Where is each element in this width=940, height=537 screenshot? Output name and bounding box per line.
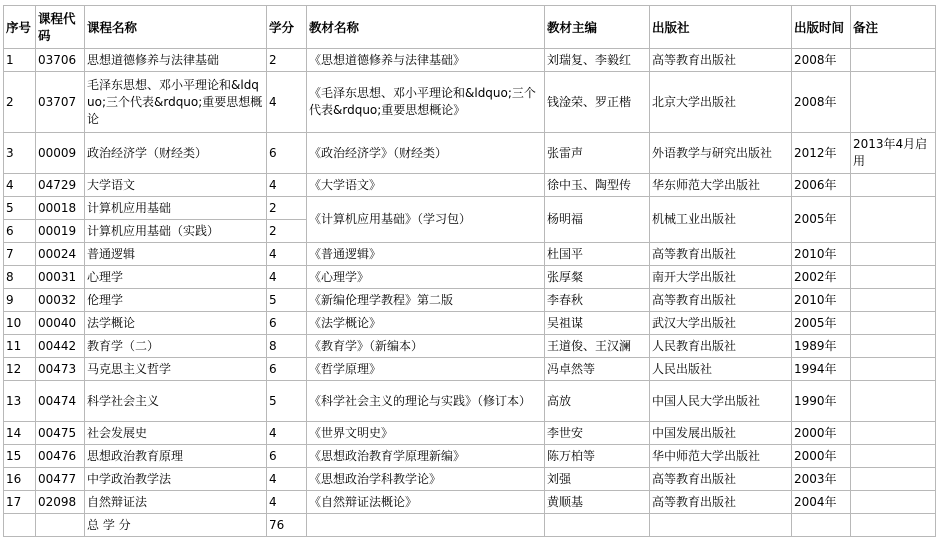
cell-code: 02098 bbox=[36, 491, 85, 514]
table-row bbox=[4, 381, 936, 422]
cell-seq: 13 bbox=[4, 381, 36, 422]
cell-code: 00442 bbox=[36, 335, 85, 358]
cell-pubtime: 2003年 bbox=[792, 468, 851, 491]
course-textbook-table bbox=[3, 5, 936, 537]
cell-editor: 高放 bbox=[545, 381, 650, 422]
cell-editor: 张厚粲 bbox=[545, 266, 650, 289]
cell-code: 00032 bbox=[36, 289, 85, 312]
cell-course: 毛泽东思想、邓小平理论和&ldquo;三个代表&rdquo;重要思想概论 bbox=[85, 72, 267, 133]
cell-course: 科学社会主义 bbox=[85, 381, 267, 422]
cell-note bbox=[851, 422, 936, 445]
cell-textbook: 《思想政治教育学原理新编》 bbox=[307, 445, 545, 468]
total-credit: 76 bbox=[267, 514, 307, 537]
cell-course: 自然辩证法 bbox=[85, 491, 267, 514]
cell-pubtime: 2008年 bbox=[792, 49, 851, 72]
cell-code: 00476 bbox=[36, 445, 85, 468]
total-empty-4 bbox=[545, 514, 650, 537]
cell-seq: 15 bbox=[4, 445, 36, 468]
cell-publisher: 北京大学出版社 bbox=[650, 72, 792, 133]
cell-textbook: 《思想政治学科教学论》 bbox=[307, 468, 545, 491]
total-empty-2 bbox=[36, 514, 85, 537]
cell-pubtime: 2002年 bbox=[792, 266, 851, 289]
cell-credit: 6 bbox=[267, 445, 307, 468]
cell-textbook: 《新编伦理学教程》第二版 bbox=[307, 289, 545, 312]
cell-editor: 杨明福 bbox=[545, 197, 650, 243]
cell-course: 思想道德修养与法律基础 bbox=[85, 49, 267, 72]
cell-editor: 钱淦荣、罗正楷 bbox=[545, 72, 650, 133]
cell-seq: 1 bbox=[4, 49, 36, 72]
cell-editor: 刘强 bbox=[545, 468, 650, 491]
cell-note bbox=[851, 243, 936, 266]
cell-seq: 4 bbox=[4, 174, 36, 197]
cell-code: 00031 bbox=[36, 266, 85, 289]
cell-pubtime: 1989年 bbox=[792, 335, 851, 358]
table-row bbox=[4, 243, 936, 266]
cell-code: 03707 bbox=[36, 72, 85, 133]
table-row bbox=[4, 335, 936, 358]
table-row bbox=[4, 312, 936, 335]
cell-publisher: 人民出版社 bbox=[650, 358, 792, 381]
cell-seq: 14 bbox=[4, 422, 36, 445]
cell-code: 00477 bbox=[36, 468, 85, 491]
cell-publisher: 南开大学出版社 bbox=[650, 266, 792, 289]
cell-seq: 10 bbox=[4, 312, 36, 335]
cell-note bbox=[851, 445, 936, 468]
cell-publisher: 华中师范大学出版社 bbox=[650, 445, 792, 468]
cell-note bbox=[851, 358, 936, 381]
cell-publisher: 中国发展出版社 bbox=[650, 422, 792, 445]
cell-publisher: 人民教育出版社 bbox=[650, 335, 792, 358]
total-empty-3 bbox=[307, 514, 545, 537]
cell-pubtime: 1994年 bbox=[792, 358, 851, 381]
cell-editor: 刘瑞复、李毅红 bbox=[545, 49, 650, 72]
total-row bbox=[4, 514, 936, 537]
cell-code: 04729 bbox=[36, 174, 85, 197]
header-note: 备注 bbox=[851, 6, 936, 49]
total-empty-5 bbox=[650, 514, 792, 537]
cell-credit: 2 bbox=[267, 197, 307, 220]
cell-course: 大学语文 bbox=[85, 174, 267, 197]
cell-course: 计算机应用基础 bbox=[85, 197, 267, 220]
cell-code: 00009 bbox=[36, 133, 85, 174]
cell-seq: 11 bbox=[4, 335, 36, 358]
cell-publisher: 机械工业出版社 bbox=[650, 197, 792, 243]
cell-code: 00040 bbox=[36, 312, 85, 335]
cell-seq: 6 bbox=[4, 220, 36, 243]
cell-credit: 8 bbox=[267, 335, 307, 358]
cell-course: 法学概论 bbox=[85, 312, 267, 335]
header-pubtime: 出版时间 bbox=[792, 6, 851, 49]
cell-note bbox=[851, 197, 936, 243]
cell-course: 社会发展史 bbox=[85, 422, 267, 445]
cell-editor: 李春秋 bbox=[545, 289, 650, 312]
cell-note bbox=[851, 468, 936, 491]
header-code: 课程代码 bbox=[36, 6, 85, 49]
cell-pubtime: 2008年 bbox=[792, 72, 851, 133]
cell-textbook: 《自然辩证法概论》 bbox=[307, 491, 545, 514]
cell-credit: 2 bbox=[267, 220, 307, 243]
total-label: 总 学 分 bbox=[85, 514, 267, 537]
cell-publisher: 武汉大学出版社 bbox=[650, 312, 792, 335]
header-textbook: 教材名称 bbox=[307, 6, 545, 49]
cell-publisher: 高等教育出版社 bbox=[650, 468, 792, 491]
header-editor: 教材主编 bbox=[545, 6, 650, 49]
cell-note bbox=[851, 72, 936, 133]
cell-pubtime: 2010年 bbox=[792, 289, 851, 312]
cell-credit: 2 bbox=[267, 49, 307, 72]
cell-textbook: 《世界文明史》 bbox=[307, 422, 545, 445]
cell-course: 伦理学 bbox=[85, 289, 267, 312]
cell-textbook: 《科学社会主义的理论与实践》（修订本） bbox=[307, 381, 545, 422]
cell-publisher: 外语教学与研究出版社 bbox=[650, 133, 792, 174]
cell-pubtime: 2004年 bbox=[792, 491, 851, 514]
table-row bbox=[4, 72, 936, 133]
cell-credit: 4 bbox=[267, 266, 307, 289]
cell-credit: 4 bbox=[267, 422, 307, 445]
cell-textbook: 《大学语文》 bbox=[307, 174, 545, 197]
cell-seq: 16 bbox=[4, 468, 36, 491]
cell-editor: 陈万柏等 bbox=[545, 445, 650, 468]
cell-seq: 5 bbox=[4, 197, 36, 220]
cell-publisher: 高等教育出版社 bbox=[650, 491, 792, 514]
cell-credit: 4 bbox=[267, 468, 307, 491]
cell-code: 00024 bbox=[36, 243, 85, 266]
cell-credit: 4 bbox=[267, 174, 307, 197]
cell-seq: 7 bbox=[4, 243, 36, 266]
cell-credit: 6 bbox=[267, 358, 307, 381]
cell-pubtime: 2012年 bbox=[792, 133, 851, 174]
table-row bbox=[4, 491, 936, 514]
cell-textbook: 《计算机应用基础》（学习包） bbox=[307, 197, 545, 243]
cell-textbook: 《教育学》（新编本） bbox=[307, 335, 545, 358]
cell-course: 普通逻辑 bbox=[85, 243, 267, 266]
header-seq: 序号 bbox=[4, 6, 36, 49]
cell-course: 政治经济学（财经类） bbox=[85, 133, 267, 174]
cell-pubtime: 2010年 bbox=[792, 243, 851, 266]
cell-credit: 6 bbox=[267, 312, 307, 335]
cell-editor: 杜国平 bbox=[545, 243, 650, 266]
cell-publisher: 高等教育出版社 bbox=[650, 243, 792, 266]
cell-editor: 黄顺基 bbox=[545, 491, 650, 514]
header-credit: 学分 bbox=[267, 6, 307, 49]
table-row bbox=[4, 422, 936, 445]
cell-credit: 5 bbox=[267, 381, 307, 422]
cell-code: 03706 bbox=[36, 49, 85, 72]
cell-note: 2013年4月启用 bbox=[851, 133, 936, 174]
cell-pubtime: 2005年 bbox=[792, 312, 851, 335]
cell-pubtime: 2000年 bbox=[792, 422, 851, 445]
cell-pubtime: 2000年 bbox=[792, 445, 851, 468]
table-row bbox=[4, 289, 936, 312]
total-empty-7 bbox=[851, 514, 936, 537]
cell-code: 00474 bbox=[36, 381, 85, 422]
cell-publisher: 高等教育出版社 bbox=[650, 289, 792, 312]
cell-editor: 李世安 bbox=[545, 422, 650, 445]
cell-code: 00475 bbox=[36, 422, 85, 445]
cell-editor: 徐中玉、陶型传 bbox=[545, 174, 650, 197]
table-row bbox=[4, 266, 936, 289]
cell-textbook: 《普通逻辑》 bbox=[307, 243, 545, 266]
cell-seq: 9 bbox=[4, 289, 36, 312]
cell-note bbox=[851, 266, 936, 289]
cell-editor: 吴祖谋 bbox=[545, 312, 650, 335]
cell-seq: 2 bbox=[4, 72, 36, 133]
cell-note bbox=[851, 335, 936, 358]
cell-course: 计算机应用基础（实践） bbox=[85, 220, 267, 243]
cell-note bbox=[851, 49, 936, 72]
cell-credit: 4 bbox=[267, 491, 307, 514]
cell-course: 心理学 bbox=[85, 266, 267, 289]
cell-seq: 12 bbox=[4, 358, 36, 381]
cell-course: 中学政治教学法 bbox=[85, 468, 267, 491]
cell-publisher: 高等教育出版社 bbox=[650, 49, 792, 72]
cell-code: 00018 bbox=[36, 197, 85, 220]
cell-credit: 6 bbox=[267, 133, 307, 174]
cell-textbook: 《政治经济学》（财经类） bbox=[307, 133, 545, 174]
cell-note bbox=[851, 381, 936, 422]
table-header-row bbox=[4, 6, 936, 49]
cell-pubtime: 2006年 bbox=[792, 174, 851, 197]
cell-course: 马克思主义哲学 bbox=[85, 358, 267, 381]
table-row bbox=[4, 445, 936, 468]
cell-textbook: 《哲学原理》 bbox=[307, 358, 545, 381]
table-row bbox=[4, 133, 936, 174]
cell-credit: 4 bbox=[267, 72, 307, 133]
cell-pubtime: 2005年 bbox=[792, 197, 851, 243]
table-row bbox=[4, 49, 936, 72]
table-row bbox=[4, 197, 936, 220]
cell-note bbox=[851, 289, 936, 312]
cell-seq: 17 bbox=[4, 491, 36, 514]
cell-textbook: 《心理学》 bbox=[307, 266, 545, 289]
cell-seq: 8 bbox=[4, 266, 36, 289]
cell-note bbox=[851, 174, 936, 197]
cell-publisher: 华东师范大学出版社 bbox=[650, 174, 792, 197]
table-row bbox=[4, 174, 936, 197]
header-course: 课程名称 bbox=[85, 6, 267, 49]
cell-code: 00019 bbox=[36, 220, 85, 243]
cell-editor: 王道俊、王汉澜 bbox=[545, 335, 650, 358]
header-publisher: 出版社 bbox=[650, 6, 792, 49]
cell-editor: 冯卓然等 bbox=[545, 358, 650, 381]
table-row bbox=[4, 468, 936, 491]
cell-textbook: 《思想道德修养与法律基础》 bbox=[307, 49, 545, 72]
cell-publisher: 中国人民大学出版社 bbox=[650, 381, 792, 422]
total-empty-1 bbox=[4, 514, 36, 537]
cell-textbook: 《毛泽东思想、邓小平理论和&ldquo;三个代表&rdquo;重要思想概论》 bbox=[307, 72, 545, 133]
cell-credit: 5 bbox=[267, 289, 307, 312]
cell-note bbox=[851, 491, 936, 514]
table-row bbox=[4, 358, 936, 381]
total-empty-6 bbox=[792, 514, 851, 537]
cell-code: 00473 bbox=[36, 358, 85, 381]
cell-credit: 4 bbox=[267, 243, 307, 266]
cell-seq: 3 bbox=[4, 133, 36, 174]
cell-pubtime: 1990年 bbox=[792, 381, 851, 422]
cell-editor: 张雷声 bbox=[545, 133, 650, 174]
cell-textbook: 《法学概论》 bbox=[307, 312, 545, 335]
cell-note bbox=[851, 312, 936, 335]
cell-course: 教育学（二） bbox=[85, 335, 267, 358]
cell-course: 思想政治教育原理 bbox=[85, 445, 267, 468]
